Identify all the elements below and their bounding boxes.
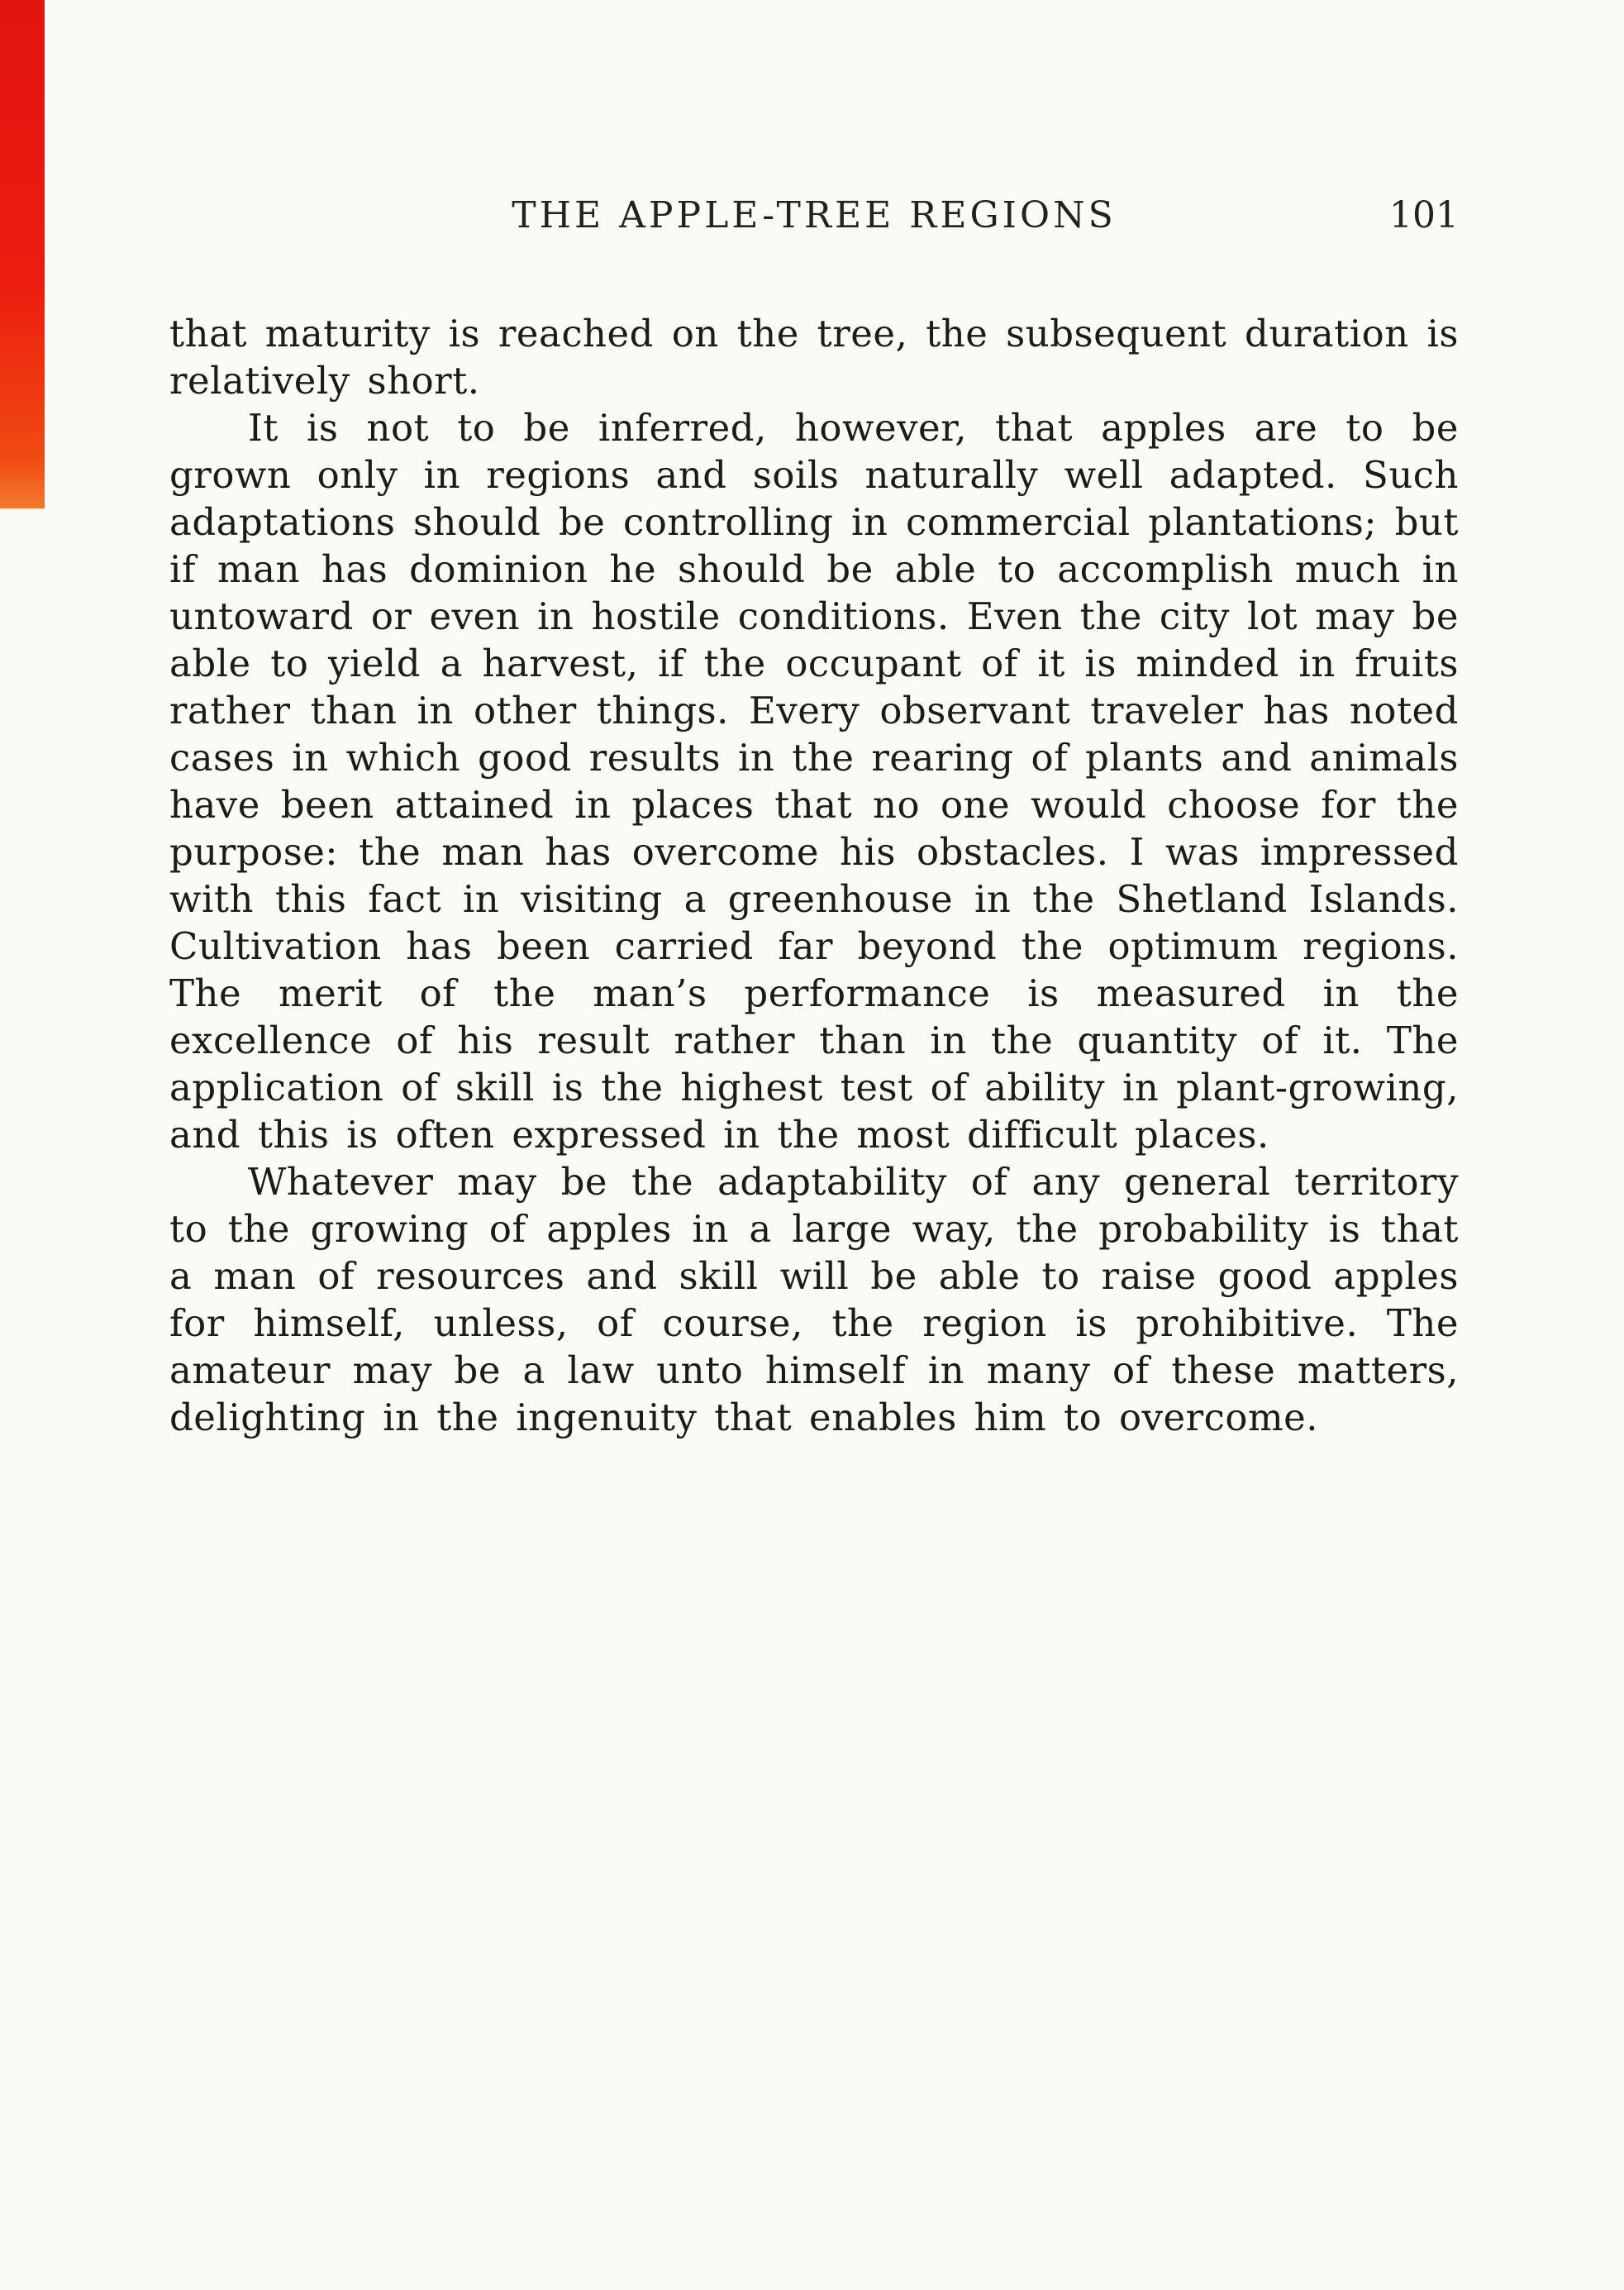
book-spine-stripe bbox=[0, 0, 45, 508]
chapter-title: THE APPLE-TREE REGIONS bbox=[512, 194, 1117, 236]
body-text bbox=[169, 310, 1459, 1441]
paragraph: Whatever may be the adaptability of any general territory to the growing of apples in a large way, the probability is that a man of resources and skill will be able to raise good apples for himself, unless, of course, the region is prohibitive. The amateur may be a law unto himself in many of these matters, delighting in the ingenuity that enables him to overcome. bbox=[169, 1160, 1459, 1439]
paragraph-continuation: that maturity is reached on the tree, the subsequent duration is relatively short. bbox=[169, 312, 1459, 403]
running-header bbox=[169, 194, 1459, 252]
page-content bbox=[169, 194, 1459, 1441]
paragraph: It is not to be inferred, however, that apples are to be grown only in regions and soils naturally well adapted. Such adaptations should be controlling in commercial plantations; but if man has dominion he should be able to accomplish much in untoward or even in hostile conditions. Even the city lot may be able to yield a harvest, if the occupant of it is minded in fruits rather than in other things. Every observant traveler has noted cases in which good results in the rearing of plants and animals have been attained in places that no one would choose for the purpose: the man has overcome his obstacles. I was impressed with this fact in visiting a greenhouse in the Shetland Islands. Cultivation has been carried far beyond the optimum regions. The merit of the man’s performance is measured in the excellence of his result rather than in the quantity of it. The application of skill is the highest test of ability in plant-growing, and this is often expressed in the most difficult places. bbox=[169, 406, 1459, 1157]
page-number: 101 bbox=[1389, 194, 1459, 236]
